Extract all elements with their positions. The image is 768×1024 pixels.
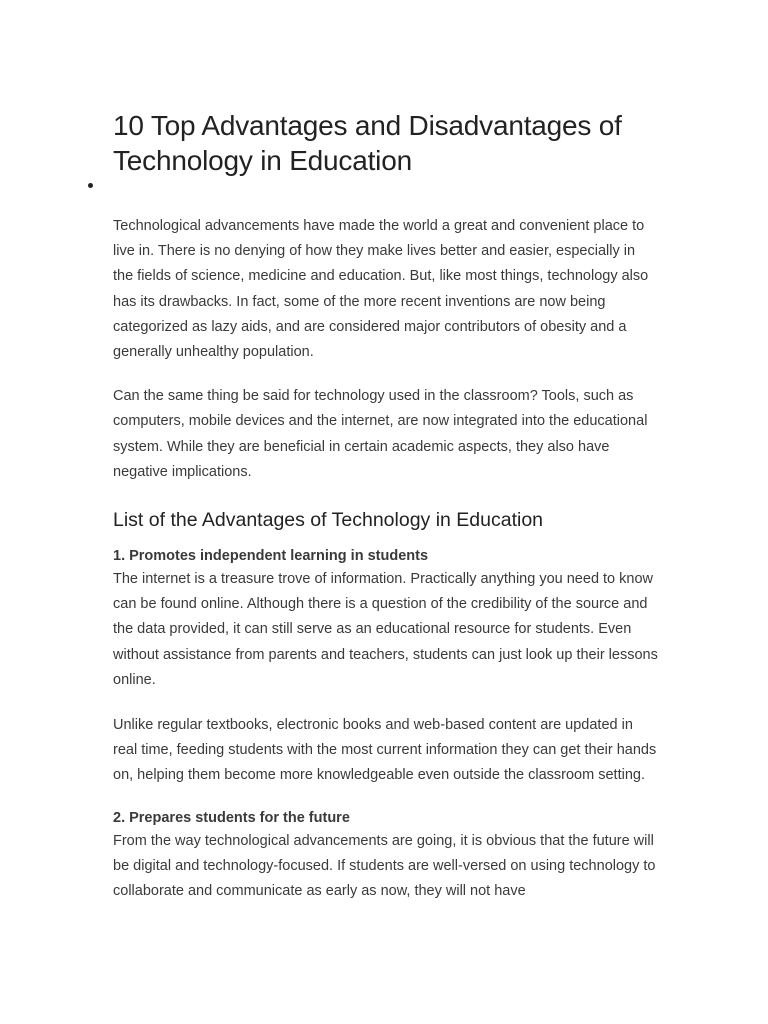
item-2-paragraph-1: From the way technological advancements are going, it is obvious that the future will be digital and technology-focused. If students are well-versed on using technology to collaborate and communicate as early as now, they will not have: [113, 832, 656, 900]
intro-paragraph-2: Can the same thing be said for technology used in the classroom? Tools, such as computers, mobile devices and the internet, are now integrated into the educational system. While they are beneficial in certain academic aspects, they also have negative implications.: [113, 388, 648, 480]
intro-paragraph-1: Technological advancements have made the world a great and convenient place to live in. There is no denying of how they make lives better and easier, especially in the fields of science, medicine and education. But, like most things, technology also has its drawbacks. In fact, some of the more recent inventions are now being categorized as lazy aids, and are considered major contributors of obesity and a generally unhealthy population.: [113, 218, 649, 361]
item-1-paragraph-2: Unlike regular textbooks, electronic books and web-based content are updated in real time, feeding students with the most current information they can get their hands on, helping them become more knowledgeable even outside the classroom setting.: [113, 717, 657, 784]
item-1-paragraph-1: The internet is a treasure trove of information. Practically anything you need to know can be found online. Although there is a question of the credibility of the source and the data provided, it can still serve as an educational resource for students. Even without assistance from parents and teachers, students can just look up their lessons online.: [113, 571, 658, 688]
article-title: 10 Top Advantages and Disadvantages of Technology in Education: [113, 110, 622, 176]
item-1-heading: 1. Promotes independent learning in students: [113, 548, 429, 565]
article: [113, 108, 658, 904]
bullet-marker: [88, 183, 93, 188]
section-heading: List of the Advantages of Technology in Education: [113, 509, 544, 532]
item-2-heading: 2. Prepares students for the future: [113, 809, 350, 826]
